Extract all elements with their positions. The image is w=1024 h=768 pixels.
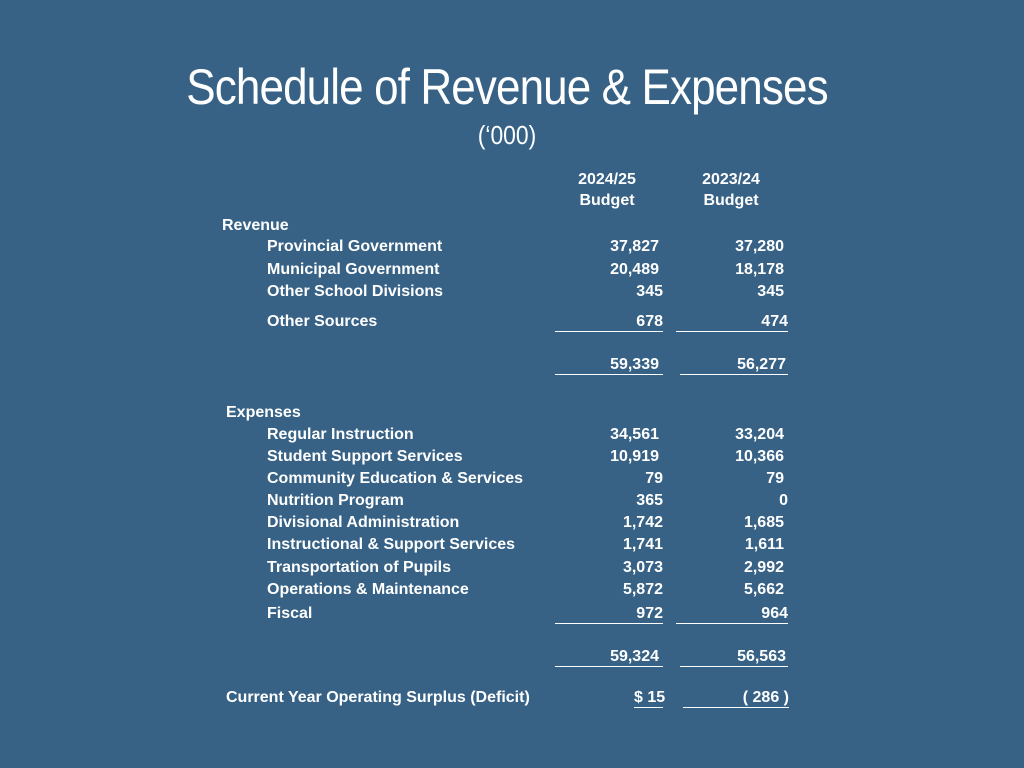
expense-row-label: Student Support Services	[267, 448, 463, 465]
revenue-row-label: Other School Divisions	[267, 283, 444, 300]
col1-header-year: 2024/25	[578, 171, 636, 188]
expense-row-value-2023: 79	[766, 470, 784, 487]
expenses-total-2023: 56,563	[680, 648, 788, 667]
revenue-row-value-2024: 37,827	[610, 238, 659, 255]
expense-row-value-2024: 365	[636, 492, 663, 509]
expense-row-value-2023: 0	[779, 492, 788, 509]
revenue-row-value-2024: 20,489	[610, 261, 659, 278]
expense-row-label: Divisional Administration	[267, 514, 460, 531]
page-title: Schedule of Revenue & Expenses	[186, 59, 828, 115]
col2-header-budget: Budget	[703, 192, 759, 209]
expense-row-value-2024: 79	[645, 470, 663, 487]
revenue-row-value-2024: 345	[636, 283, 663, 300]
expense-row-value-2024: 34,561	[610, 426, 659, 443]
expense-row-label: Operations & Maintenance	[267, 581, 469, 598]
revenue-total-2023: 56,277	[680, 356, 788, 375]
col2-header-year: 2023/24	[702, 171, 760, 188]
expenses-total-2024: 59,324	[555, 648, 663, 667]
page-subtitle: (‘000)	[477, 120, 537, 150]
expenses-section-label: Expenses	[226, 404, 301, 421]
revenue-row-value-2023: 37,280	[735, 238, 784, 255]
expense-row-value-2024: 1,741	[622, 536, 663, 553]
expense-row-value-2023: 1,685	[743, 514, 784, 531]
expense-row-value-2024: 5,872	[622, 581, 663, 598]
expense-row-value-2023: 2,992	[743, 559, 784, 576]
expense-row-value-2024: 3,073	[622, 559, 663, 576]
expense-row-value-2023: 10,366	[735, 448, 784, 465]
expense-row-label: Community Education & Services	[267, 470, 524, 487]
revenue-row-value-2024: 678	[555, 313, 663, 332]
surplus-value-2023: ( 286 )	[683, 689, 789, 708]
expense-row-value-2024: 1,742	[622, 514, 663, 531]
revenue-row-value-2023: 18,178	[735, 261, 784, 278]
revenue-row-label: Municipal Government	[267, 261, 440, 278]
revenue-section-label: Revenue	[222, 217, 289, 234]
revenue-row-value-2023: 345	[757, 283, 784, 300]
expense-row-value-2024: 10,919	[610, 448, 659, 465]
expense-row-label: Transportation of Pupils	[267, 559, 452, 576]
expense-row-label: Fiscal	[267, 605, 313, 622]
expense-row-value-2023: 5,662	[743, 581, 784, 598]
expense-row-label: Regular Instruction	[267, 426, 414, 443]
surplus-label: Current Year Operating Surplus (Deficit)	[226, 689, 530, 706]
expense-row-value-2023: 1,611	[744, 536, 784, 553]
expense-row-value-2024: 972	[555, 605, 663, 624]
revenue-row-label: Other Sources	[267, 313, 378, 330]
surplus-value-2024: $ 15	[634, 689, 666, 706]
expense-row-label: Instructional & Support Services	[267, 536, 516, 553]
expense-row-value-2023: 33,204	[735, 426, 784, 443]
expense-row-value-2023: 964	[676, 605, 788, 624]
revenue-row-label: Provincial Government	[267, 238, 443, 255]
revenue-row-value-2023: 474	[676, 313, 788, 332]
col1-header-budget: Budget	[579, 192, 635, 209]
revenue-total-2024: 59,339	[555, 356, 663, 375]
expense-row-label: Nutrition Program	[267, 492, 404, 509]
